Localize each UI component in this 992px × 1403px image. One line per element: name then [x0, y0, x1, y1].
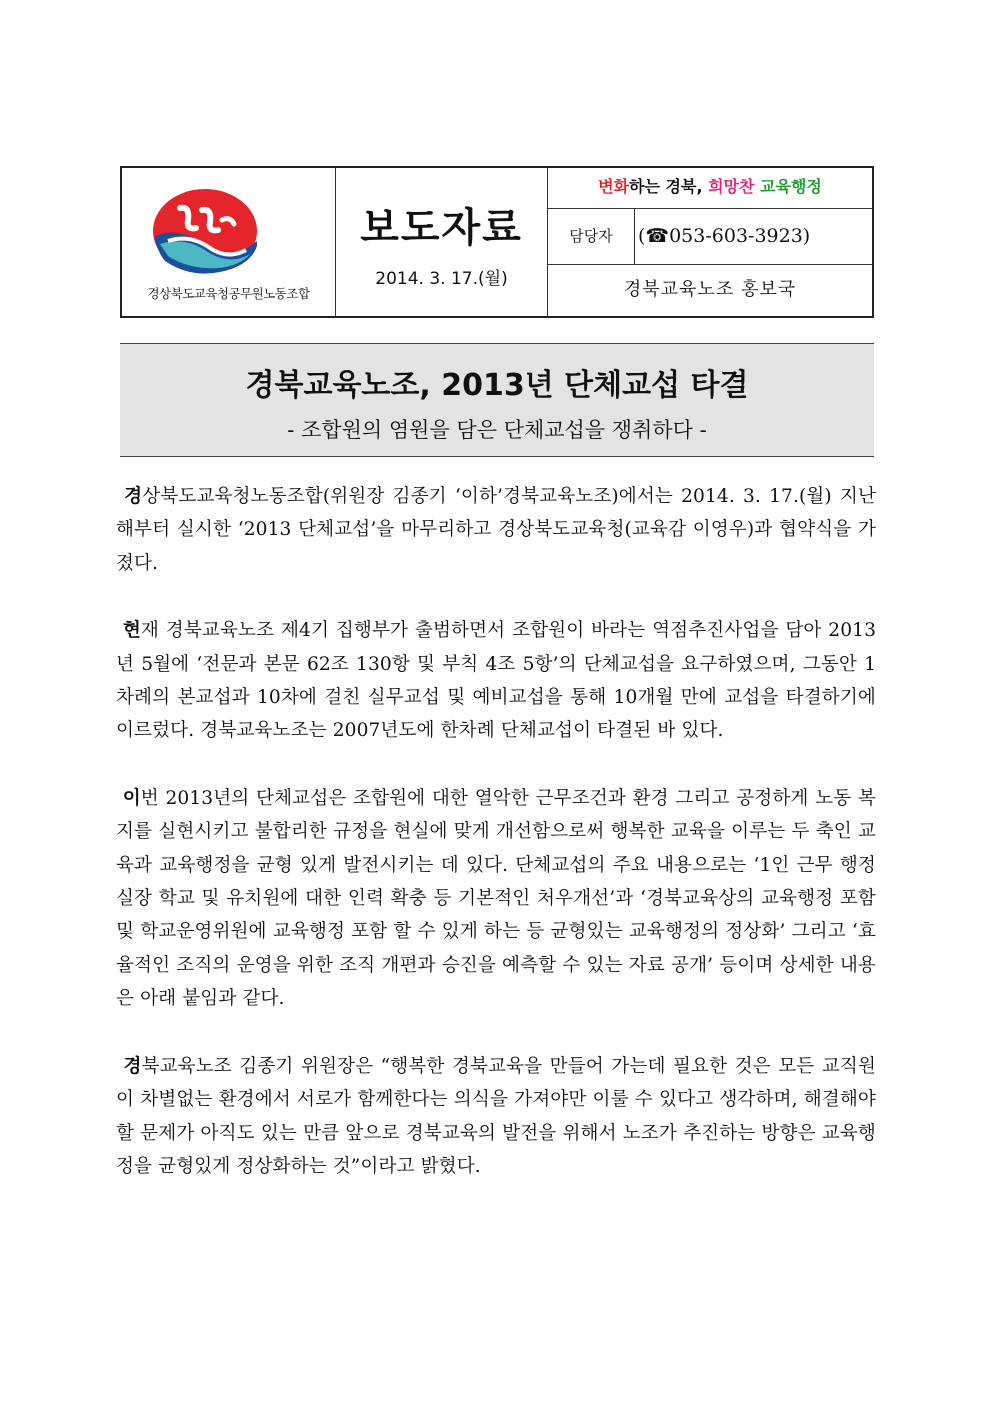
doc-date: 2014. 3. 17.(월) — [375, 269, 508, 289]
title-cell — [336, 168, 548, 316]
contact-label: 담당자 — [548, 208, 635, 264]
headline-subtitle: - 조합원의 염원을 담은 단체교섭을 쟁취하다 - — [287, 418, 707, 442]
paragraph-lead: 경 — [123, 1055, 142, 1077]
slogan-part: 경북, — [665, 177, 703, 196]
doc-title: 보도자료 — [360, 205, 523, 251]
org-name: 경상북도교육청공무원노동조합 — [147, 286, 310, 301]
slogan-part: 변화 — [598, 177, 630, 196]
slogan-part: 교육행정 — [760, 177, 822, 196]
paragraph-lead: 경 — [124, 486, 143, 507]
info-cell — [548, 168, 872, 316]
paragraph-text: 재 경북교육노조 제4기 집행부가 출범하면서 조합원이 바라는 역점추진사업을 담아 2013년 5월에 ‘전문과 본문 62조 130항 및 부칙 4조 5항’의 단체교섭을 요구하였으며, 그동안 1차례의 본교섭과 10차에 걸친 실무교섭 및 예비교섭을 통해 10개월 만에 교섭을 타결하기에 이르렀다. 경북교육노조는 2007년도에 한차례 단체교섭이 타결된 바 있다. — [116, 620, 876, 742]
paragraph-text: 상북도교육청노동조합(위원장 김종기 ‘이하’경북교육노조)에서는 2014. 3. 17.(월) 지난해부터 실시한 ‘2013 단체교섭’을 마무리하고 경상북도교육청(교육감 이영우)과 협약식을 가졌다. — [116, 486, 877, 574]
slogan — [548, 168, 872, 209]
paragraph-lead: 이 — [122, 787, 141, 809]
paragraph — [116, 614, 876, 748]
paragraph-text: 북교육노조 김종기 위원장은 “행복한 경북교육을 만들어 가는데 필요한 것은 모든 교직원이 차별없는 환경에서 서로가 함께한다는 의식을 가져야만 이룰 수 있다고 생각하며, 해결해야 할 문제가 아직도 있는 만큼 앞으로 경북교육의 발전을 위해서 노조가 추진하는 방향은 교육행정을 균형있게 정상화하는 것”이라고 밝혔다. — [116, 1055, 876, 1177]
contact-row — [548, 208, 872, 265]
contact-phone: (☎053-603-3923) — [638, 225, 811, 247]
article-body — [116, 480, 876, 1217]
logo-cell — [122, 168, 336, 316]
paragraph-text: 번 2013년의 단체교섭은 조합원에 대한 열악한 근무조건과 환경 그리고 공정하게 노동 복지를 실현시키고 불합리한 규정을 현실에 맞게 개선함으로써 행복한 교육을 이루는 두 축인 교육과 교육행정을 균형 있게 발전시키는 데 있다. 단체교섭의 주요 내용으로는 ‘1인 근무 행정실장 학교 및 유치원에 대한 인력 확충 등 기본적인 처우개선’과 ‘경북교육상의 교육행정 포함 및 학교운영위원에 교육행정 포함 할 수 있게 하는 등 균형있는 교육행정의 정상화’ 그리고 ‘효율적인 조직의 운영을 위한 조직 개편과 승진을 예측할 수 있는 자료 공개’ 등이며 상세한 내용은 아래 붙임과 같다. — [116, 787, 876, 1010]
headline-title: 경북교육노조, 2013년 단체교섭 타결 — [245, 368, 749, 403]
paragraph-lead: 현 — [122, 620, 141, 642]
department: 경북교육노조 홍보국 — [623, 279, 797, 300]
slogan-part: 희망찬 — [702, 177, 761, 196]
paragraph — [116, 1050, 876, 1184]
slogan-part: 하는 — [629, 177, 666, 196]
headline-box — [120, 343, 874, 457]
paragraph — [116, 782, 876, 1016]
header-table — [120, 166, 874, 318]
union-logo-icon — [150, 186, 260, 276]
paragraph — [116, 480, 876, 580]
